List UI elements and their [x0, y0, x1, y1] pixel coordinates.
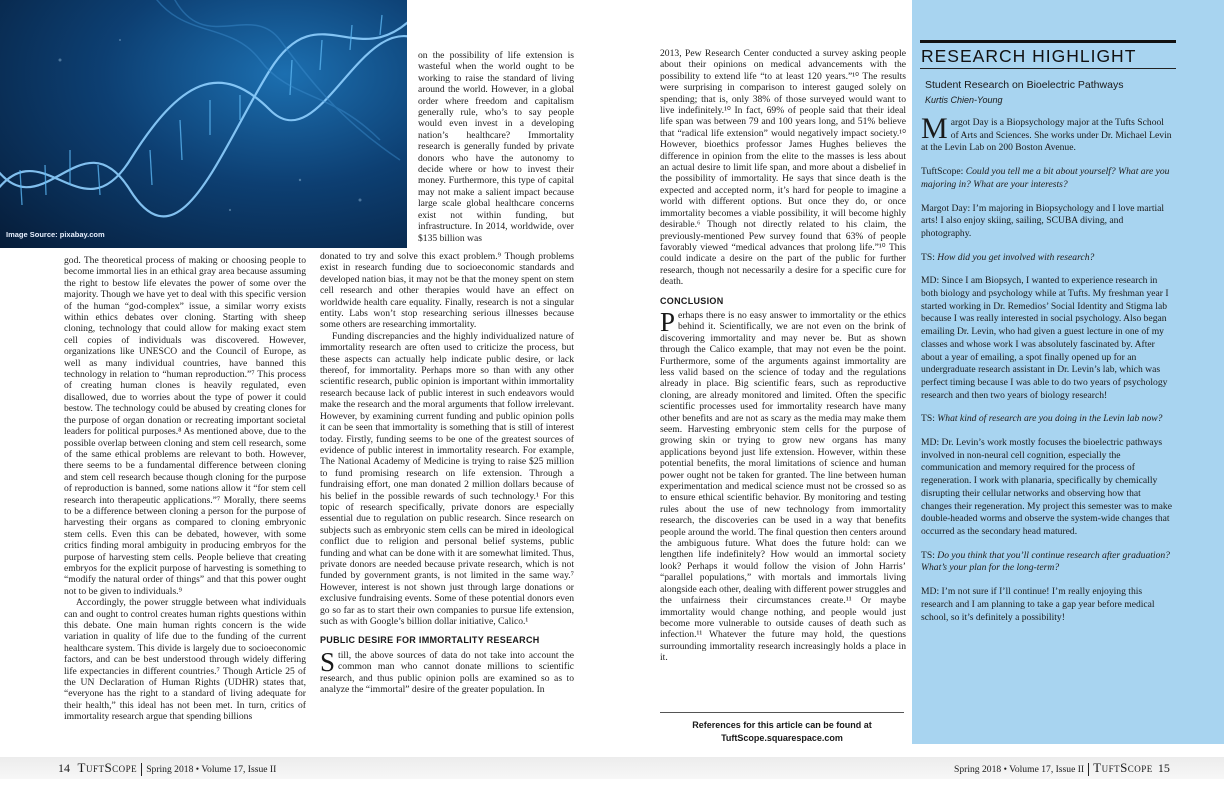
speaker-label: TS:	[921, 549, 935, 561]
answer-text: Dr. Levin’s work mostly focuses the bioelectric pathways involved in non-neural cell cognition, especially the communication and memory required for the process of regeneration. I work with planaria, specifically by chemically disrupting their cellular networks and observing how that changes their regeneration. My project this semester was to make double-headed worms and observe the system-wide changes that occurred as the secondary head matured.	[921, 437, 1172, 537]
interview-question	[921, 550, 1173, 575]
image-caption: Image Source: pixabay.com	[6, 230, 105, 239]
intro-text: argot Day is a Biopsychology major at the Tufts School of Arts and Sciences. She works under Dr. Michael Levin at the Levin Lab on 200 Boston Avenue.	[921, 117, 1172, 154]
sidebar-subtitle: Student Research on Bioelectric Pathways	[925, 79, 1124, 91]
paragraph: Funding discrepancies and the highly individualized nature of immortality research are often used to criticize the process, but these aspects can actually help indicate public desire, or lack thereof, for immortality. Perhaps more so than with any other scientific research, public opinion is important within immortality research because lack of public interest in such endeavors would make the research and the moral arguments that follow irrelevant. However, by examining current funding and public opinion polls it can be seen that immortality is something that is still of interest today. Firstly, funding seems to be one of the greatest sources of evidence of public interest in immortality research. For example, The National Academy of Medicine is trying to raise $25 million to fund promising research on life extension. Through a fundraising effort, one man donated 2 million dollars because of his belief in the possible rewards of such technology.¹ For this topic of research specifically, private donors are especially essential due to regulation on public research. Since research on subjects such as embryonic stem cells can be mired in ideological conflict due to religion and personal belief systems, public funding and what can be done with it are somewhat limited. Thus, private donors are needed because private research, which is not funded by government grants, is not limited in the same way.⁷ However, interest is not shown just through large donations or exclusive fundraising events. Some of these potential donors even go so far as to start their own companies to pursue life extension, such as with Google’s billion dollar initiative, Calico.¹	[320, 330, 574, 627]
paragraph: Accordingly, the power struggle between what individuals can and ought to control creates human rights questions within this debate. One main human rights concern is the wide variation in quality of life due to the funding of the current healthcare system. This divide is largely due to socioeconomic factors, and can be best understood through widely differing life expectancies in different countries.⁷ Though Article 25 of the UN Declaration of Human Rights (UDHR) states that, “everyone has the right to a standard of living adequate for their health,” this ideal has not been met. In turn, critics of immortality research argue that spending billions	[64, 597, 306, 723]
references-url[interactable]: TuftScope.squarespace.com	[721, 733, 843, 743]
paragraph-text: till, the above sources of data do not take into account the common man who cannot donate millions to scientific research, and thus public opinion polls are examined so as to analyze the “immortal” desire of the greater population. In	[320, 649, 574, 696]
drop-cap: M	[921, 112, 948, 145]
interview-question	[921, 413, 1173, 426]
speaker-label: MD:	[921, 275, 940, 287]
issue-info: Spring 2018 • Volume 17, Issue II	[146, 764, 277, 775]
page-number: 15	[1157, 761, 1170, 775]
sidebar-title: RESEARCH HIGHLIGHT	[921, 46, 1137, 66]
paragraph: donated to try and solve this exact problem.⁹ Though problems exist in research funding due to socioeconomic standards and developed nation bias, it may not be that the money spent on stem cell research and other therapies would have an effect on worldwide health care equality. Finally, research is not a singular entity. Labs won’t stop researching serious illnesses because some others are researching immortality.	[320, 251, 574, 331]
issue-info: Spring 2018 • Volume 17, Issue II	[954, 764, 1085, 775]
speaker-label: MD:	[921, 586, 940, 598]
question-text: What kind of research are you doing in the Levin lab now?	[937, 413, 1163, 425]
paragraph: god. The theoretical process of making or choosing people to become immortal lies in an ethical gray area because assuming the right to bestow life elevates the power of some over the majority. Though we have yet to deal with this specific version of the human “god-complex” issue, a similar worry exists within ethics debates over cloning. Starting with sheep cloning, technology that could allow for making exact stem cell copies of individuals was discovered. However, organizations like UNESCO and the Council of Europe, as well as many individual countries, have banned this technology in relation to “human reproduction.”⁷ This process of creating human clones is heavily regulated, even disallowed, due to worries about the type of power it could bestow. The technology could be abused by creating clones for the purpose of organ donation or recreating important societal leaders for political purposes.⁸ As mentioned above, due to the possible overlap between cloning and stem cell research, some of the same ethical problems are relevant to both. However, there seems to be a fundamental difference between cloning and stem cell research because though cloning for the purpose of reproduction is banned, some nations allow it “for stem cell research into therapeutic applications.”⁷ Morally, there seems to be a difference between cloning a person for the purpose of harvesting their organs as compared to cloning embryonic stem cells. Even this can be debated, however, with some critics finding moral ambiguity in producing embryos for the purpose of harvesting stem cells. People believe that creating embryos for the explicit purpose of harvesting is something to “modify the natural order of things” and that this power ought not to be given to individuals.⁹	[64, 255, 306, 597]
speaker-label: TuftScope:	[921, 166, 964, 178]
brand-name: TuftScope	[77, 760, 138, 775]
page-number: 14	[58, 761, 70, 775]
references-note	[660, 712, 904, 745]
interview-body	[921, 112, 1173, 635]
section-heading-conclusion: CONCLUSION	[660, 295, 724, 306]
section-heading-public-desire: PUBLIC DESIRE FOR IMMORTALITY RESEARCH	[320, 635, 540, 646]
drop-cap: P	[660, 306, 676, 337]
question-text: How did you get involved with research?	[937, 251, 1095, 263]
brand-name: TuftScope	[1093, 760, 1153, 775]
paragraph: on the possibility of life extension is wasteful when the world ought to be working to raise the standard of living around the world. However, in a global order where freedom and capitalism generally rule, who’s to say people would even invest in a developing nation’s healthcare? Immortality research is generally funded by private donors who have the autonomy to decide where or how to invest their money. Furthermore, this type of capital may not make a salient impact because large scale global healthcare concerns exist not within funding, but infrastructure. In 2014, worldwide, over $135 billion was	[418, 50, 574, 244]
interview-question	[921, 252, 1173, 265]
footer-right	[612, 757, 1224, 779]
answer-text: I’m majoring in Biopsychology and I love martial arts! I also enjoy skiing, sailing, SCUBA diving, and photography.	[921, 202, 1165, 239]
column-c	[660, 48, 906, 706]
speaker-label: Margot Day:	[921, 202, 971, 214]
speaker-label: TS:	[921, 251, 935, 263]
research-highlight-sidebar	[912, 0, 1224, 744]
paragraph-text: erhaps there is no easy answer to immortality or the ethics behind it. Scientifically, we are not even on the brink of discovering immortality and may never be. But as shown through the Calico example, that may not even be the point. Furthermore, some of the arguments against immortality are less valid based on the science of today and the regulations already in place. Big scientific fears, such as reproductive cloning, are already monitored and limited. Often the specific scientific processes used for immortality research have many other benefits and are not as scary as the media may make them seem. Harvesting embryonic stem cells for the purpose of growing skin or trying to grow new organs has many applications beyond just life extension. However, within these potential benefits, the moral limitations of science and human power ought not be taken for granted. The line between human experimentation and medical science must not be crossed so as to ensure ethical scientific behavior. By monitoring and testing rules about the use of new technology from immortality research, the discoveries can be used in a way that benefits people around the world. The final question then centers around the ambiguous future. What does the future hold: can we lengthen life indefinitely? How would an immortal society look? Perhaps it would follow the vision of John Harris’ “parallel populations,” with mortals and immortals living alongside each other, dealing with different power struggles and the unfairness their circumstances create.¹¹ Or maybe immortality would change nothing, and people would just become more vulnerable to outside causes of death such as infection.¹¹ Whatever the future may hold, the questions surrounding immortality research increasingly holds a place in it.	[660, 309, 906, 664]
divider	[1088, 763, 1089, 776]
references-line: References for this article can be found at	[692, 720, 872, 730]
divider	[920, 68, 1176, 69]
speaker-label: TS:	[921, 413, 935, 425]
question-text: Could you tell me a bit about yourself? What are you majoring in? What are your interests?	[921, 166, 1170, 190]
interview-answer	[921, 437, 1173, 539]
divider	[920, 40, 1176, 43]
answer-text: Since I am Biopsych, I wanted to experience research in both biology and psychology while at Tufts. My freshman year I started working in Dr. Remedios’ Social Identity and Stigma lab because I was really interested in social psychology. Also began emailing Dr. Levin, who had given a guest lecture in one of my classes and whose work I was absolutely fascinated by. After about a year of emailing, a spot finally opened up for an undergraduate research assistant in Dr. Levin’s lab, which was perfect timing because I was able to do two years of psychology research and then two years of biology research!	[921, 275, 1169, 401]
paragraph: 2013, Pew Research Center conducted a survey asking people about their opinions on medical advancements with the possibility to extend life “to at least 120 years.”¹⁰ The results were surprising in comparison to interest gauged solely on spending; that is, only 38% of those surveyed would want to live indefinitely.¹⁰ In fact, 69% of people said that their ideal life span was between 79 and 100 years long, and 51% believe that “radical life extension” would negatively impact society.¹⁰ However, bioethics professor James Hughes believes the difference in opinion from the elite to the masses is less about an actual desire to limit life span, and more about a disbelief in the possibility of immortality. He says that since death is the expected and accepted norm, it’s hard for people to imagine a world with different options. But once they do, or once immortality becomes a viable possibility, it will become highly desirable.⁶ Though not directly related to his claim, the previously-mentioned Pew survey found that 63% of people favorably viewed “medical advances that prolong life.”¹⁰ This could indicate a desire on the part of the public for further research, though not necessarily a desire for a specific cure for death.	[660, 48, 906, 288]
interview-answer	[921, 203, 1173, 241]
interview-answer	[921, 275, 1173, 402]
interview-question	[921, 166, 1173, 191]
footer-right-content	[954, 757, 1170, 781]
question-text: Do you think that you’ll continue research after graduation? What’s your plan for the long-term?	[921, 549, 1170, 574]
interview-answer	[921, 586, 1173, 624]
sidebar-author: Kurtis Chien-Young	[925, 95, 1003, 105]
drop-cap: S	[320, 646, 336, 677]
answer-text: I’m not sure if I’ll continue! I’m really enjoying this research and I am planning to take a gap year before medical school, so it’s definitely a possibility!	[921, 586, 1155, 623]
speaker-label: MD:	[921, 437, 940, 449]
paragraph	[660, 306, 906, 664]
interview-intro	[921, 112, 1173, 155]
